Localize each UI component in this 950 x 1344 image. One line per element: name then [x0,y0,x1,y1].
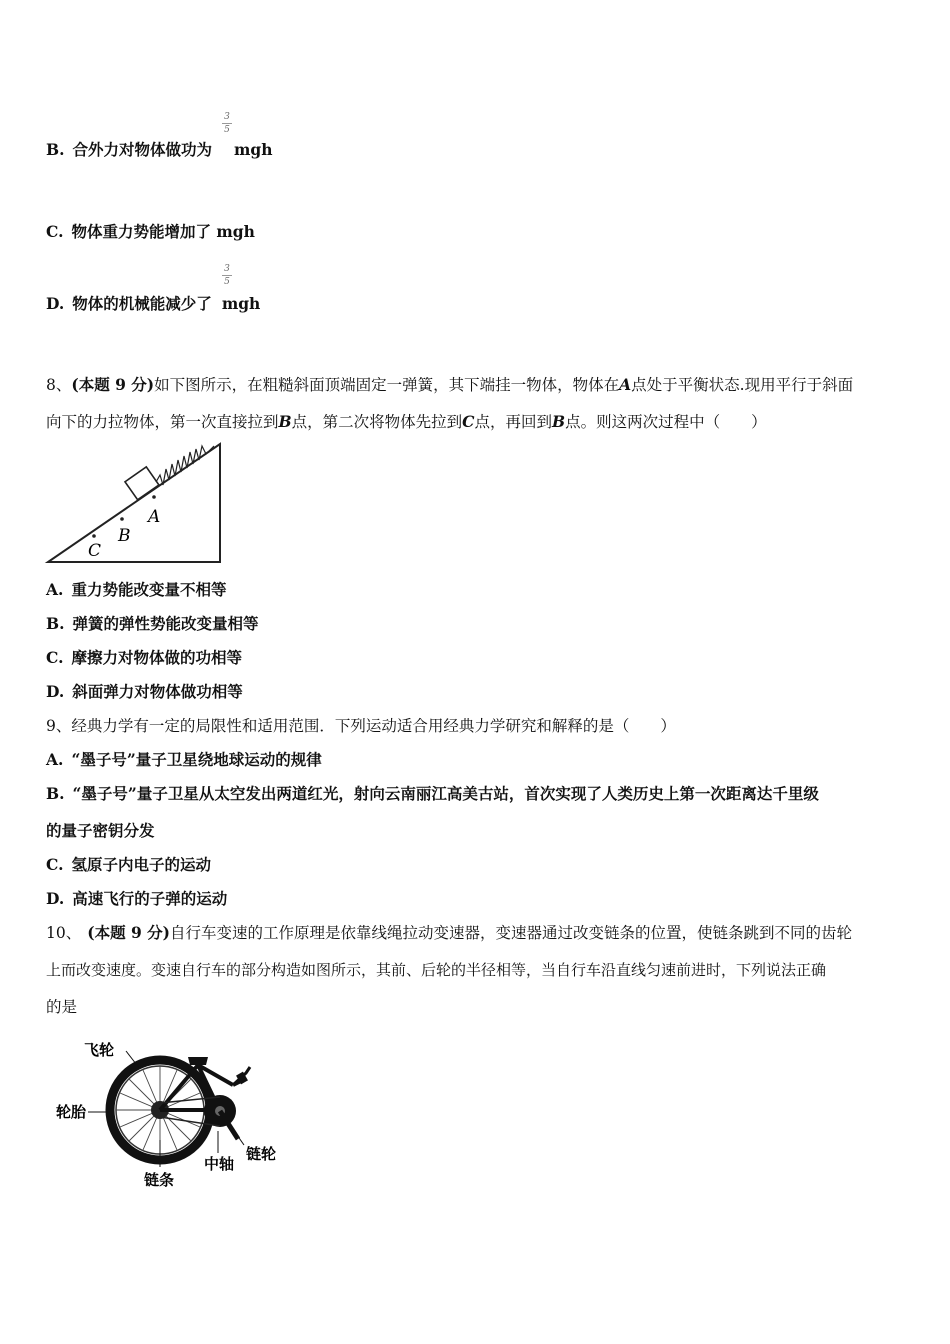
label-flywheel: 飞轮 [84,1041,115,1059]
option-text: 重力势能改变量不相等 [71,580,227,599]
stem-text: 自行车变速的工作原理是依靠线绳拉动变速器，变速器通过改变链条的位置，使链条跳到不同的齿轮 [169,924,852,942]
incline-triangle [48,444,220,562]
stem-text: 9、经典力学有一定的局限性和适用范围．下列运动适合用经典力学研究和解释的是（ ） [46,717,676,735]
question-number: 10、 [46,924,82,942]
q7-option-d[interactable] [46,294,260,314]
fraction-numerator: 3 [224,264,230,274]
option-text: 氢原子内电子的运动 [71,855,211,874]
option-letter: C. [46,855,64,874]
label-sprocket: 链轮 [246,1145,277,1163]
fraction-denominator: 5 [224,125,230,135]
fraction-three-fifths [222,264,232,287]
fraction-numerator: 3 [224,112,230,122]
stem-text: 点。则这两次过程中（ ） [565,413,767,431]
block-on-incline [125,467,159,500]
stem-text: 点，第二次将物体先拉到 [291,413,463,431]
option-text: 合外力对物体做功为 [72,140,213,159]
stem-text: 点处于平衡状态.现用平行于斜面 [631,376,854,394]
stem-text: 上而改变速度。变速自行车的部分构造如图所示，其前、后轮的半径相等，当自行车沿直线匀速前进时，下列说法正确 [46,961,827,979]
label-axle: 中轴 [204,1155,235,1173]
stem-text: 向下的力拉物体，第一次直接拉到 [46,413,279,431]
q8-option-d[interactable] [46,682,243,702]
option-text: 物体重力势能增加了 mgh [71,222,255,241]
point-label: C [462,412,475,431]
option-letter: C. [46,222,64,241]
point-label: B [552,412,566,431]
label-chain: 链条 [144,1171,175,1189]
q10-stem-line2 [46,960,826,980]
option-text: 高速飞行的子弹的运动 [72,889,228,908]
q7-option-b[interactable] [46,140,273,160]
option-letter: D. [46,294,65,313]
label-a: A [148,507,161,527]
option-text: “墨子号”量子卫星从太空发出两道红光，射向云南丽江高美古站，首次实现了人类历史上第一次距离达千里级 [72,784,819,803]
q9-option-c[interactable] [46,855,211,875]
stem-text: 的是 [46,998,78,1016]
point-label: B [278,412,292,431]
option-unit: mgh [221,294,261,313]
point-b-dot [120,517,124,521]
option-letter: B. [46,614,65,633]
q9-option-b[interactable] [46,784,819,804]
question-number: 8、 [46,376,72,394]
option-letter: C. [46,648,64,667]
option-text: 弹簧的弹性势能改变量相等 [72,614,259,633]
option-letter: B. [46,784,65,803]
option-letter: A. [46,750,64,769]
option-text: 的量子密钥分发 [46,821,155,840]
point-label: A [619,375,632,394]
q7-option-c[interactable] [46,222,255,242]
fraction-three-fifths [222,112,232,135]
question-score: (本题 9 分) [71,375,155,394]
q8-option-c[interactable] [46,648,242,668]
q9-option-a[interactable] [46,750,322,770]
label-tire: 轮胎 [56,1103,87,1121]
q8-option-a[interactable] [46,580,226,600]
seat [188,1057,208,1065]
q8-option-b[interactable] [46,614,259,634]
option-letter: B. [46,140,65,159]
bicycle-figure [48,1035,298,1195]
label-c: C [88,541,102,561]
option-letter: A. [46,580,64,599]
question-score: (本题 9 分) [87,923,170,942]
spring [156,446,214,485]
q10-stem-line3 [46,997,77,1017]
option-unit: mgh [234,140,273,159]
q8-stem-line1 [46,375,853,395]
q10-stem-line1 [46,923,852,943]
option-letter: D. [46,889,65,908]
fraction-denominator: 5 [224,277,230,287]
option-text: 斜面弹力对物体做功相等 [72,682,243,701]
q9-option-d[interactable] [46,889,227,909]
q9-option-b-continued [46,821,155,841]
stem-text: 如下图所示，在粗糙斜面顶端固定一弹簧，其下端挂一物体，物体在 [154,376,620,394]
label-b: B [118,526,131,546]
option-text: 物体的机械能减少了 [72,294,212,313]
point-a-dot [152,495,156,499]
option-text: “墨子号”量子卫星绕地球运动的规律 [71,750,322,769]
q8-stem-line2 [46,412,767,432]
option-text: 摩擦力对物体做的功相等 [71,648,242,667]
incline-spring-figure [44,440,226,566]
point-c-dot [92,534,96,538]
leader-sprocket [230,1125,244,1145]
stem-text: 点，再回到 [474,413,552,431]
q9-stem [46,716,676,736]
option-letter: D. [46,682,65,701]
